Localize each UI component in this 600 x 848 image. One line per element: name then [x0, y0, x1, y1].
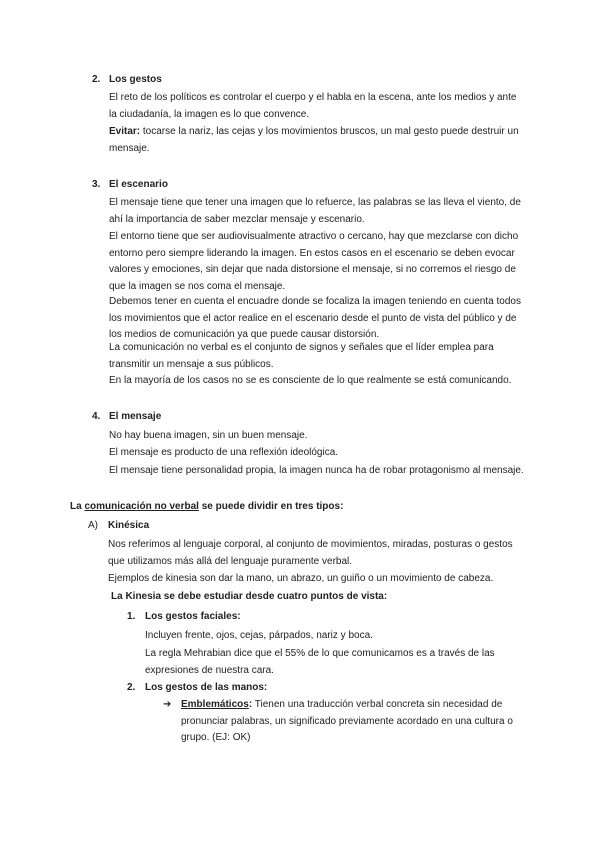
- section-3-number: 3.: [92, 179, 101, 190]
- emblematic-term: Emblemáticos: [181, 699, 249, 710]
- emblematic-text: Tienen una traducción verbal concreta sin necesidad de pronunciar palabras, un significado previamente acordado en una cultura o grupo. (EJ: OK): [181, 699, 513, 743]
- kinesica-paragraph-3: La Kinesia se debe estudiar desde cuatro puntos de vista:: [111, 591, 388, 602]
- cnv-intro-underlined: comunicación no verbal: [84, 501, 199, 512]
- facial-gestures-number: 1.: [127, 611, 136, 622]
- avoid-text: tocarse la nariz, las cejas y los movimientos bruscos, un mal gesto puede destruir un mensaje.: [109, 126, 519, 154]
- section-4-paragraph-2: El mensaje es producto de una reflexión ideológica.: [109, 447, 339, 458]
- kinesica-label: A): [88, 520, 98, 531]
- kinesica-paragraph-1: Nos referimos al lenguaje corporal, al conjunto de movimientos, miradas, posturas o gestos que utilizamos más allá del lenguaje puramente verbal.: [108, 539, 513, 567]
- section-2-paragraph-2: [109, 124, 524, 157]
- emblematic-paragraph: [181, 697, 531, 747]
- section-4-paragraph-3: El mensaje tiene personalidad propia, la imagen nunca ha de robar protagonismo al mensaje.: [109, 465, 524, 476]
- arrow-bullet-icon: ➔: [163, 699, 172, 710]
- cnv-intro-pre: La: [70, 501, 85, 512]
- section-2-paragraph-1: El reto de los políticos es controlar el cuerpo y el habla en la escena, ante los medios y ante la ciudadanía, la imagen es lo que convence.: [109, 92, 517, 120]
- facial-gestures-paragraph-1: Incluyen frente, ojos, cejas, párpados, nariz y boca.: [145, 630, 373, 641]
- section-3-paragraph-1: El mensaje tiene que tener una imagen que lo refuerce, las palabras se las lleva el viento, de ahí la importancia de saber mezclar mensaje y escenario.: [109, 197, 521, 225]
- facial-gestures-title: Los gestos faciales:: [145, 611, 241, 622]
- kinesica-title: Kinésica: [108, 520, 150, 531]
- cnv-intro: [70, 499, 510, 516]
- section-3-paragraph-5: En la mayoría de los casos no se es consciente de lo que realmente se está comunicando.: [109, 375, 512, 386]
- section-2-number: 2.: [92, 74, 101, 85]
- kinesica-paragraph-2: Ejemplos de kinesia son dar la mano, un abrazo, un guiño o un movimiento de cabeza.: [108, 573, 494, 584]
- section-4-number: 4.: [92, 411, 101, 422]
- cnv-intro-post: se puede dividir en tres tipos:: [198, 501, 344, 512]
- avoid-label: Evitar:: [109, 126, 141, 137]
- section-4-title: El mensaje: [109, 411, 162, 422]
- emblematic-colon: :: [248, 699, 253, 710]
- section-3-paragraph-3: Debemos tener en cuenta el encuadre donde se focaliza la imagen teniendo en cuenta todos los movimientos que el actor realice en el escenario desde el punto de vista del público y de los medios de comunicación ya que puede causar distorsión.: [109, 296, 521, 340]
- hand-gestures-number: 2.: [127, 682, 136, 693]
- section-4-paragraph-1: No hay buena imagen, sin un buen mensaje.: [109, 430, 308, 441]
- section-2-title: Los gestos: [109, 74, 162, 85]
- section-3-paragraph-4: La comunicación no verbal es el conjunto de signos y señales que el líder emplea para transmitir un mensaje a sus públicos.: [109, 342, 494, 370]
- section-3-title: El escenario: [109, 179, 168, 190]
- section-3-paragraph-2: El entorno tiene que ser audiovisualmente atractivo o cercano, hay que mezclarse con dicho entorno pero siempre liderando la imagen. En estos casos en el escenario se deben evocar valores y emociones, sin dejar que nada distorsione el mensaje, si no corremos el riesgo de que la imagen se nos coma el mensaje.: [109, 231, 519, 292]
- hand-gestures-title: Los gestos de las manos:: [145, 682, 268, 693]
- facial-gestures-paragraph-2: La regla Mehrabian dice que el 55% de lo que comunicamos es a través de las expresiones de nuestra cara.: [145, 648, 495, 676]
